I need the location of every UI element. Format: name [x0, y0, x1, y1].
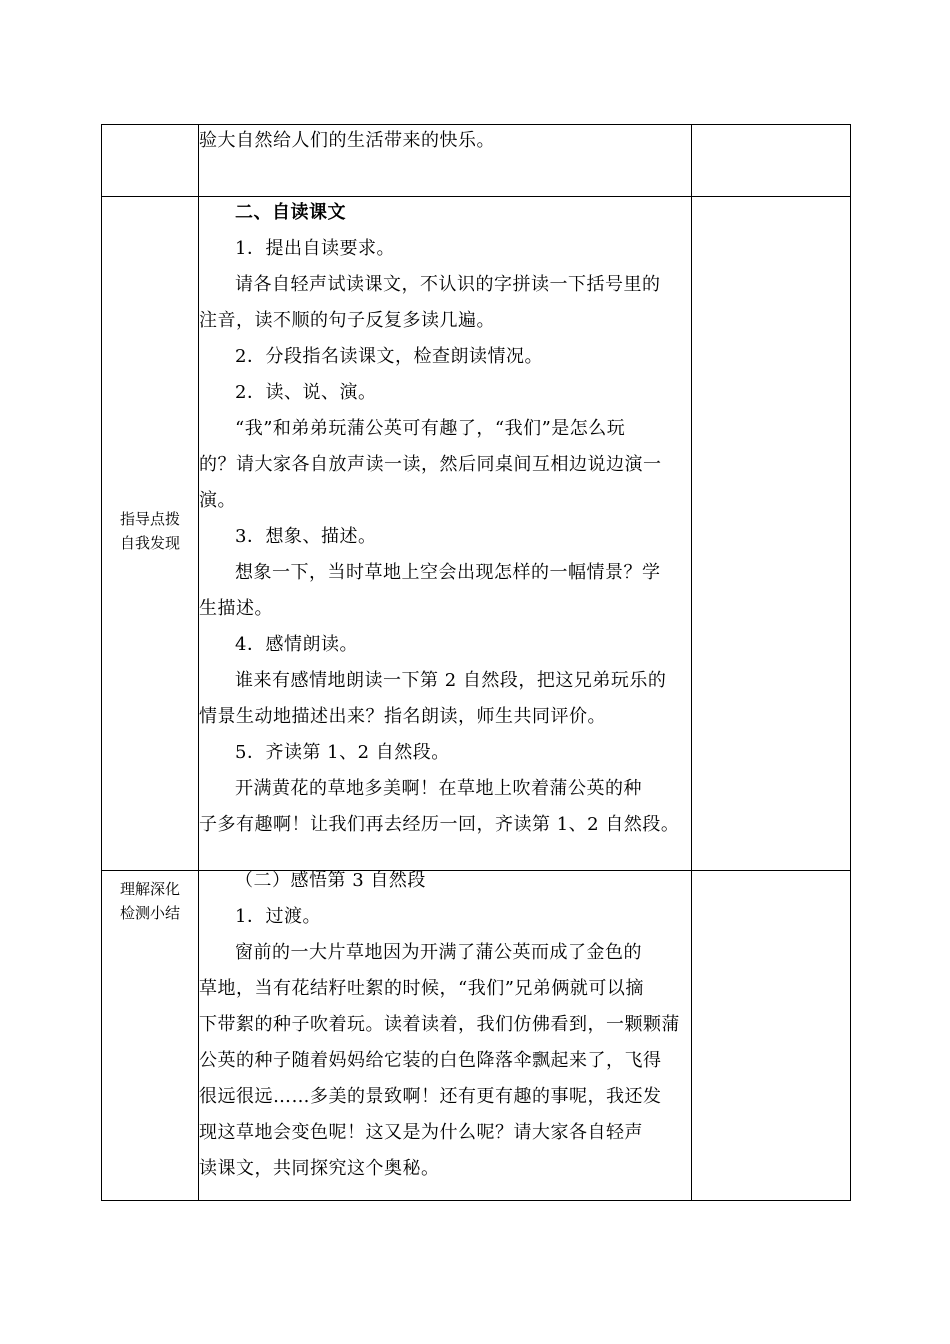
text-line: 读课文，共同探究这个奥秘。: [199, 1158, 440, 1179]
row-note-cell: [692, 125, 851, 197]
text-line: 草地，当有花结籽吐絮的时候，“我们”兄弟俩就可以摘: [199, 978, 644, 999]
row-label-cell: [102, 197, 199, 871]
text-line: 注音，读不顺的句子反复多读几遍。: [199, 310, 495, 331]
text-line: 开满黄花的草地多美啊！在草地上吹着蒲公英的种: [235, 778, 642, 799]
text-line: 的？请大家各自放声读一读，然后同桌间互相边说边演一: [199, 454, 662, 475]
text-line: 3．想象、描述。: [235, 526, 377, 547]
text-line: 1．过渡。: [235, 906, 321, 927]
text-line: 2．分段指名读课文，检查朗读情况。: [235, 346, 543, 367]
text-line: 演。: [199, 490, 236, 511]
row-label: 检测小结: [119, 904, 180, 922]
text-line: 5．齐读第 1、2 自然段。: [235, 742, 450, 763]
text-line: 现这草地会变色呢！这又是为什么呢？请大家各自轻声: [199, 1122, 643, 1143]
row-content-cell: [199, 197, 692, 871]
lesson-plan-table: [101, 124, 851, 1201]
table-row: [102, 871, 851, 1201]
text-line: 谁来有感情地朗读一下第 2 自然段，把这兄弟玩乐的: [235, 670, 667, 691]
section-heading: 二、自读课文: [235, 202, 346, 223]
text-line: 验大自然给人们的生活带来的快乐。: [199, 130, 495, 151]
text-line: 1．提出自读要求。: [235, 238, 395, 259]
table-row: [102, 125, 851, 197]
text-line: 很远很远……多美的景致啊！还有更有趣的事呢，我还发: [199, 1086, 662, 1107]
row-label: 指导点拨: [119, 510, 180, 528]
text-line: 子多有趣啊！让我们再去经历一回，齐读第 1、2 自然段。: [199, 814, 680, 835]
text-line: 窗前的一大片草地因为开满了蒲公英而成了金色的: [235, 942, 642, 963]
text-line: “我”和弟弟玩蒲公英可有趣了，“我们”是怎么玩: [235, 418, 626, 439]
text-line: （二）感悟第 3 自然段: [235, 870, 426, 891]
text-line: 想象一下，当时草地上空会出现怎样的一幅情景？学: [235, 562, 661, 583]
row-content-cell: [199, 125, 692, 197]
text-line: 情景生动地描述出来？指名朗读，师生共同评价。: [199, 706, 606, 727]
row-label-cell: [102, 125, 199, 197]
text-line: 请各自轻声试读课文，不认识的字拼读一下括号里的: [235, 274, 661, 295]
text-line: 4．感情朗读。: [235, 634, 358, 655]
row-note-cell: [692, 871, 851, 1201]
text-line: 下带絮的种子吹着玩。读着读着，我们仿佛看到，一颗颗蒲: [199, 1014, 680, 1035]
row-label: 自我发现: [119, 534, 180, 552]
row-label: 理解深化: [119, 880, 180, 898]
text-line: 公英的种子随着妈妈给它装的白色降落伞飘起来了，飞得: [199, 1050, 662, 1071]
row-content-cell: [199, 871, 692, 1201]
row-label-cell: [102, 871, 199, 1201]
text-line: 2．读、说、演。: [235, 382, 377, 403]
table-row: [102, 197, 851, 871]
row-note-cell: [692, 197, 851, 871]
text-line: 生描述。: [199, 598, 273, 619]
